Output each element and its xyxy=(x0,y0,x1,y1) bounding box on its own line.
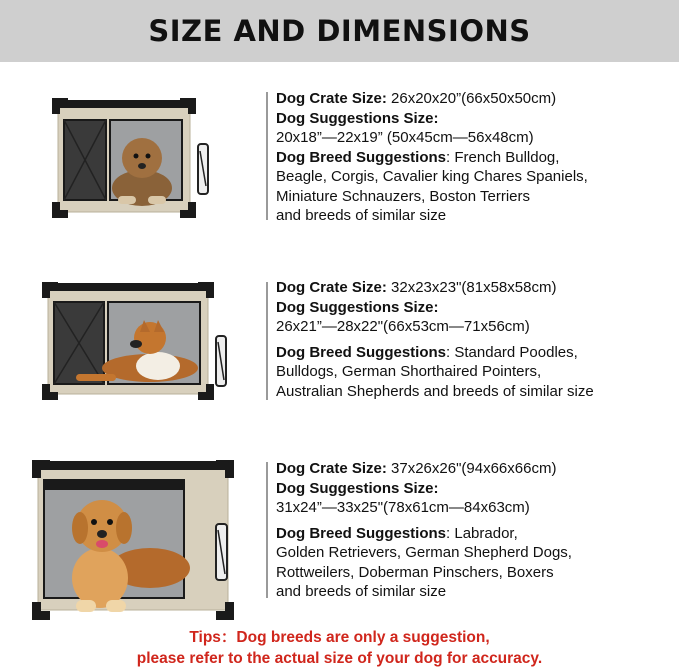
suggest-size-value: 26x21”—28x22"(66x53cm—71x56cm) xyxy=(276,318,530,335)
crate-size-value: 37x26x26"(94x66x66cm) xyxy=(386,460,557,477)
row-divider-line xyxy=(266,282,268,400)
header-banner xyxy=(0,0,679,62)
breed-line: Beagle, Corgis, Cavalier king Chares Spaniels, xyxy=(276,168,588,185)
tips-note xyxy=(0,627,679,669)
breed-line: Australian Shepherds and breeds of similar size xyxy=(276,382,594,400)
breed-line: and breeds of similar size xyxy=(276,583,447,600)
crate-size-line xyxy=(276,89,588,109)
suggest-size-label xyxy=(276,109,588,129)
crate-large-image xyxy=(30,458,240,622)
breed-text: : French Bulldog, xyxy=(446,148,560,166)
crate-size-label: Dog Crate Size: xyxy=(276,460,387,477)
breed-text: : Standard Poodles, xyxy=(446,343,578,361)
breed-label: Dog Breed Suggestions xyxy=(276,148,447,166)
crate-size-value: 26x20x20”(66x50x50cm) xyxy=(386,90,557,107)
crate-small-image xyxy=(50,96,215,221)
crate-size-value: 32x23x23"(81x58x58cm) xyxy=(386,279,557,296)
tips-line-1: Tips：Dog breeds are only a suggestion, xyxy=(189,629,490,646)
breed-label: Dog Breed Suggestions xyxy=(276,343,447,361)
breed-text: : Labrador, xyxy=(446,524,518,542)
spec-block-small xyxy=(276,89,588,226)
crate-size-line xyxy=(276,278,594,298)
suggest-size-label xyxy=(276,298,594,318)
breed-line xyxy=(276,343,594,363)
spec-block-large xyxy=(276,459,572,602)
suggest-size-label xyxy=(276,479,572,499)
spec-block-medium xyxy=(276,278,594,401)
breed-line: Rottweilers, Doberman Pinschers, Boxers xyxy=(276,563,554,581)
crate-size-label: Dog Crate Size: xyxy=(276,90,387,107)
breed-label: Dog Breed Suggestions xyxy=(276,524,447,542)
page-title: SIZE AND DIMENSIONS xyxy=(148,14,531,48)
breed-line xyxy=(276,524,572,544)
suggest-size-label-text: Dog Suggestions Size: xyxy=(276,298,439,316)
suggest-size-label-text: Dog Suggestions Size: xyxy=(276,479,439,497)
tips-line-2: please refer to the actual size of your dog for accuracy. xyxy=(136,650,543,667)
breed-line: and breeds of similar size xyxy=(276,207,447,224)
crate-size-label: Dog Crate Size: xyxy=(276,279,387,296)
breed-line: Golden Retrievers, German Shepherd Dogs, xyxy=(276,544,572,561)
suggest-size-value: 31x24”—33x25"(78x61cm—84x63cm) xyxy=(276,499,530,516)
breed-line xyxy=(276,148,588,168)
suggest-size-value: 20x18”—22x19” (50x45cm—56x48cm) xyxy=(276,129,534,146)
row-divider-line xyxy=(266,462,268,598)
crate-medium-image xyxy=(40,280,230,402)
suggest-size-label-text: Dog Suggestions Size: xyxy=(276,109,439,127)
crate-size-line xyxy=(276,459,572,479)
breed-line: Bulldogs, German Shorthaired Pointers, xyxy=(276,363,542,380)
row-divider-line xyxy=(266,92,268,220)
breed-line: Miniature Schnauzers, Boston Terriers xyxy=(276,187,531,205)
